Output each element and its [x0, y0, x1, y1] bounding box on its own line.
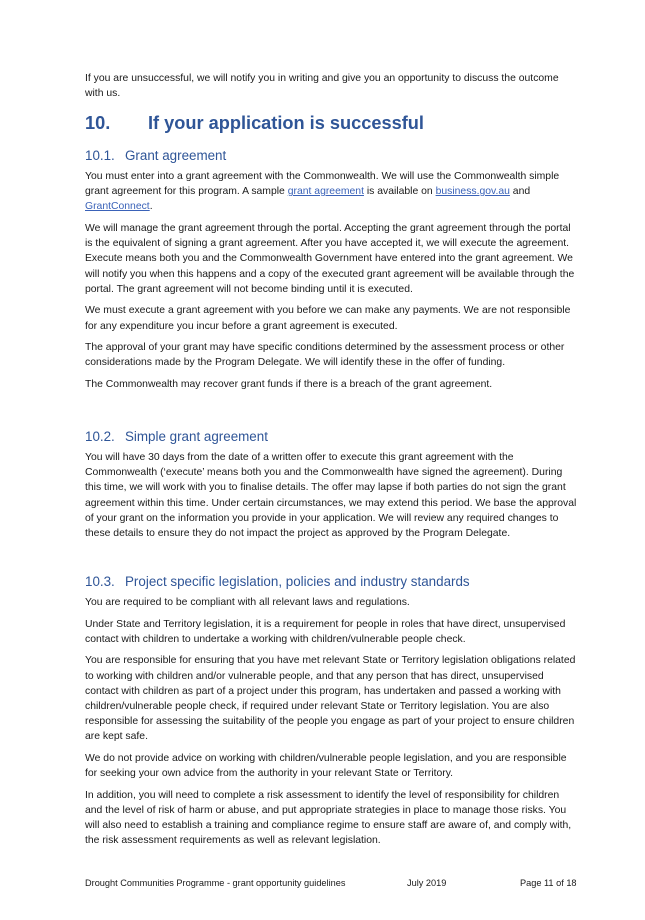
- paragraph: Under State and Territory legislation, it is a requirement for people in roles that have direct, unsupervised contact with children to undertake a working with children/vulnerable people check.: [85, 618, 566, 645]
- subsection-title: Grant agreement: [125, 148, 227, 163]
- paragraph: You are responsible for ensuring that you have met relevant State or Territory legislation obligations related to working with children and/or vulnerable people, and that any person that has direct, unsupervised contact with children as part of a project under this program, has undertaken and passed a working with children/vulnerable people check, if required under relevant State or Territory legislation. You are also responsible for assessing the suitability of the people you engage as part of your project to ensure children are kept safe.: [85, 655, 576, 743]
- paragraph: We must execute a grant agreement with you before we can make any payments. We are not responsible for any expenditure you incur before a grant agreement is executed.: [85, 305, 571, 332]
- footer-document-title: Drought Communities Programme - grant opportunity guidelines: [85, 878, 346, 888]
- subsection-heading: [85, 148, 577, 163]
- subsection-number: 10.3.: [85, 574, 115, 589]
- subsection-heading: [85, 429, 577, 444]
- subsection-title: Project specific legislation, policies and industry standards: [125, 574, 470, 589]
- paragraph: We will manage the grant agreement through the portal. Accepting the grant agreement through the portal is the equivalent of signing a grant agreement. After you have accepted it, we will execute the agreement. Execute means both you and the Commonwealth Government have entered into the grant agreement. We will notify you when this happens and a copy of the executed grant agreement will be available through the portal. The grant agreement will not become binding until it is executed.: [85, 223, 575, 295]
- text-span: is available on: [363, 186, 436, 198]
- subsection-grant-agreement: [85, 148, 577, 399]
- paragraph: In addition, you will need to complete a risk assessment to identify the level of responsibility for children and the level of risk of harm or abuse, and put appropriate strategies in place to manage those risks. You will also need to establish a training and compliance regime to ensure staff are aware of, and comply with, the risk assessment requirements as well as relevant legislation.: [85, 789, 572, 847]
- paragraph: [85, 169, 577, 215]
- paragraph: You are required to be compliant with all relevant laws and regulations.: [85, 597, 410, 608]
- paragraph: The Commonwealth may recover grant funds if there is a breach of the grant agreement.: [85, 379, 493, 390]
- subsection-number: 10.1.: [85, 148, 115, 163]
- paragraph: We do not provide advice on working with children/vulnerable people legislation, and you are responsible for seeking your own advice from the authority in your relevant State or Territory.: [85, 753, 567, 780]
- subsection-simple-grant-agreement: [85, 429, 577, 548]
- footer-page-number: Page 11 of 18: [520, 878, 577, 888]
- business-gov-au-link[interactable]: business.gov.au: [435, 186, 510, 198]
- text-span: You must enter into a grant agreement with the Commonwealth. We will use the Commonwealth simple grant agreement for this program. A sample: [85, 171, 560, 198]
- subsection-legislation: [85, 574, 577, 855]
- subsection-number: 10.2.: [85, 429, 115, 444]
- text-span: and: [509, 186, 531, 198]
- intro-paragraph: If you are unsuccessful, we will notify you in writing and give you an opportunity to discuss the outcome with us.: [85, 73, 559, 100]
- subsection-title: Simple grant agreement: [125, 429, 268, 444]
- subsection-heading: [85, 574, 577, 589]
- section-number: 10.: [85, 113, 111, 133]
- paragraph: You will have 30 days from the date of a written offer to execute this grant agreement with the Commonwealth (‘execute’ means both you and the Commonwealth have signed the agreement). During this time, we will work with you to finalise details. The offer may lapse if both parties do not sign the grant agreement within this time. Under certain circumstances, we may extend this period. We base the approval of your grant on the information you provide in your application. We will review any required changes to these details to ensure they do not impact the project as approved by the Program Delegate.: [85, 452, 577, 540]
- footer-date: July 2019: [407, 878, 447, 888]
- grantconnect-link[interactable]: GrantConnect: [85, 201, 150, 213]
- section-heading: [85, 113, 424, 134]
- section-title: If your application is successful: [148, 113, 424, 133]
- text-span: .: [149, 201, 153, 213]
- grant-agreement-link[interactable]: grant agreement: [287, 186, 364, 198]
- paragraph: The approval of your grant may have specific conditions determined by the assessment process or other considerations made by the Program Delegate. We will identify these in the offer of funding.: [85, 342, 565, 369]
